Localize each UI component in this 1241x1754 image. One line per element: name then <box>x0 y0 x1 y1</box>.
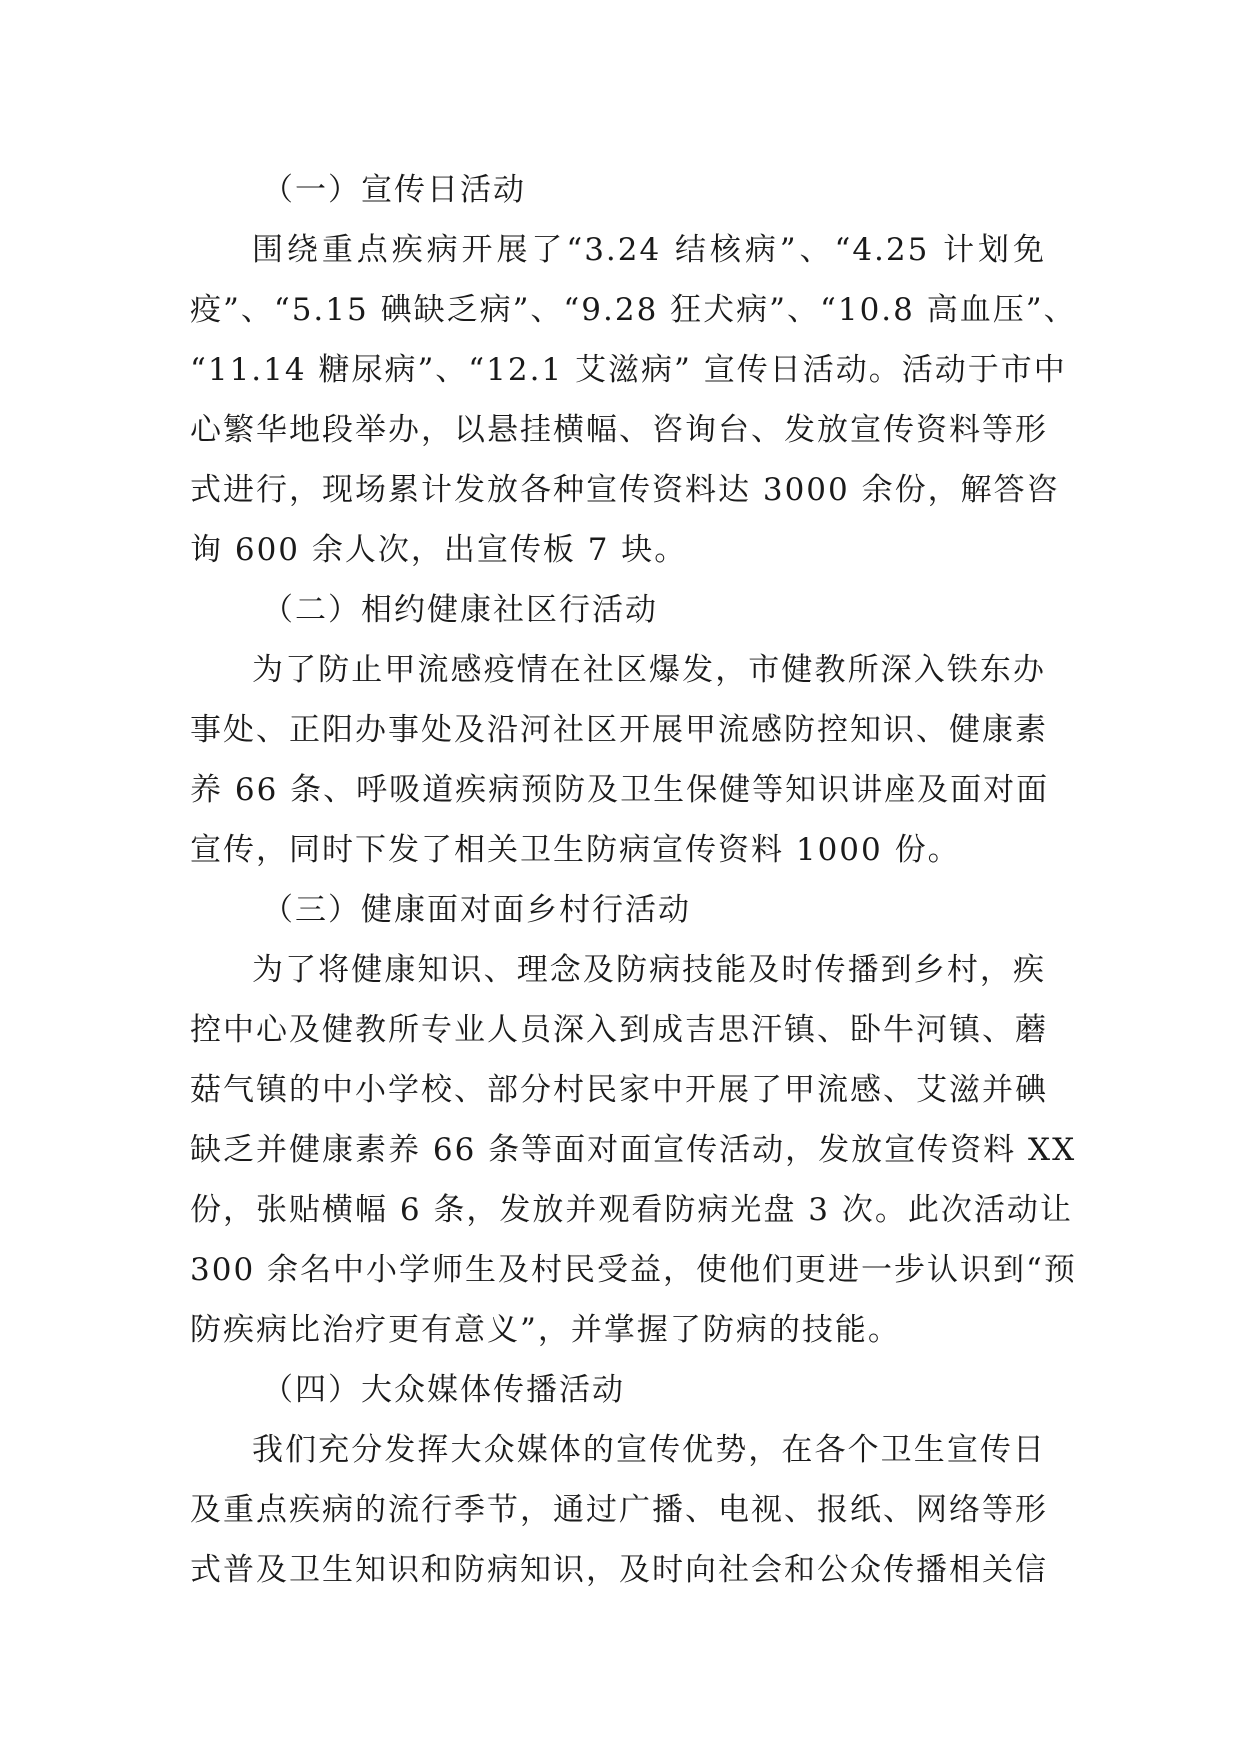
paragraph-line: 300 余名中小学师生及村民受益，使他们更进一步认识到“预 <box>190 1252 1077 1288</box>
paragraph-line: 事处、正阳办事处及沿河社区开展甲流感防控知识、健康素 <box>190 712 1048 748</box>
paragraph-line: 养 66 条、呼吸道疾病预防及卫生保健等知识讲座及面对面 <box>190 772 1050 808</box>
section-paragraph <box>190 940 1077 1360</box>
paragraph-line: 菇气镇的中小学校、部分村民家中开展了甲流感、艾滋并碘 <box>190 1072 1048 1108</box>
section-heading: （二）相约健康社区行活动 <box>262 592 658 628</box>
paragraph-line: 宣传，同时下发了相关卫生防病宣传资料 1000 份。 <box>190 832 961 868</box>
paragraph-line: 式进行，现场累计发放各种宣传资料达 3000 余份，解答咨 <box>190 472 1060 508</box>
document-body <box>190 160 1077 1600</box>
paragraph-line: 心繁华地段举办，以悬挂横幅、咨询台、发放宣传资料等形 <box>190 412 1048 448</box>
section-paragraph <box>190 220 1077 580</box>
paragraph-line: 控中心及健教所专业人员深入到成吉思汗镇、卧牛河镇、蘑 <box>190 1012 1048 1048</box>
paragraph-line: 疫”、“5.15 碘缺乏病”、“9.28 狂犬病”、“10.8 高血压”、 <box>190 292 1077 328</box>
paragraph-line: 缺乏并健康素养 66 条等面对面宣传活动，发放宣传资料 XX <box>190 1132 1077 1168</box>
paragraph-line: 围绕重点疾病开展了“3.24 结核病”、“4.25 计划免 <box>252 232 1046 268</box>
paragraph-line: 式普及卫生知识和防病知识，及时向社会和公众传播相关信 <box>190 1552 1048 1588</box>
section-heading: （四）大众媒体传播活动 <box>262 1372 625 1408</box>
section-heading: （三）健康面对面乡村行活动 <box>262 892 691 928</box>
paragraph-line: 为了防止甲流感疫情在社区爆发，市健教所深入铁东办 <box>252 652 1046 688</box>
section-heading: （一）宣传日活动 <box>262 172 526 208</box>
paragraph-line: 我们充分发挥大众媒体的宣传优势，在各个卫生宣传日 <box>252 1432 1046 1468</box>
paragraph-line: 份，张贴横幅 6 条，发放并观看防病光盘 3 次。此次活动让 <box>190 1192 1073 1228</box>
paragraph-line: 防疾病比治疗更有意义”，并掌握了防病的技能。 <box>190 1312 901 1348</box>
section-paragraph <box>190 640 1050 880</box>
paragraph-line: 询 600 余人次，出宣传板 7 块。 <box>190 532 688 568</box>
paragraph-line: 为了将健康知识、理念及防病技能及时传播到乡村，疾 <box>252 952 1046 988</box>
paragraph-line: “11.14 糖尿病”、“12.1 艾滋病” 宣传日活动。活动于市中 <box>190 352 1067 388</box>
paragraph-line: 及重点疾病的流行季节，通过广播、电视、报纸、网络等形 <box>190 1492 1048 1528</box>
section-paragraph <box>190 1420 1046 1600</box>
